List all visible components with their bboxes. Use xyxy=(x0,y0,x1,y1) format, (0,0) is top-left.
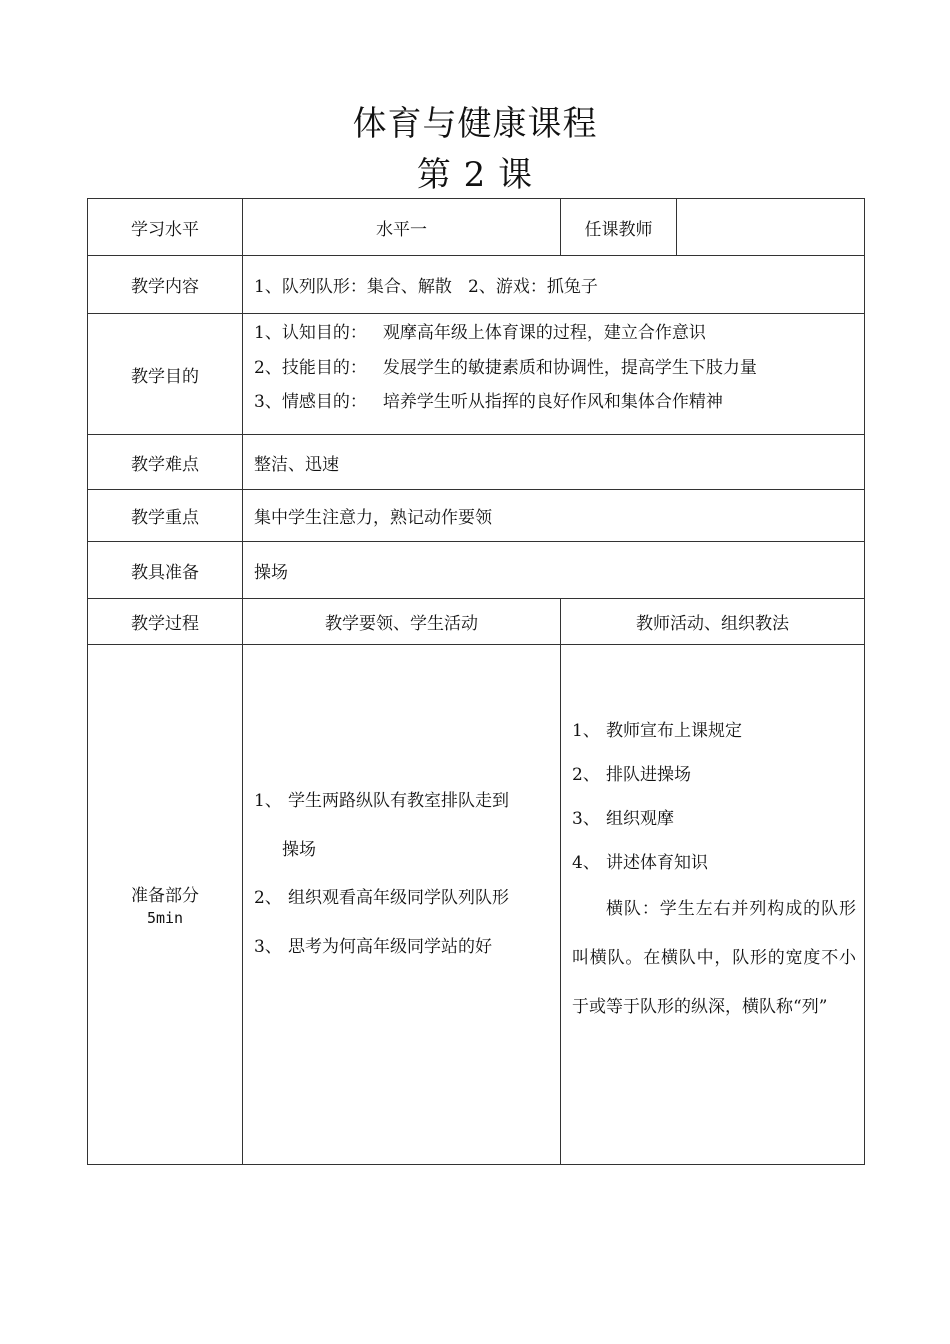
goal-prefix: 3、情感目的： xyxy=(254,392,367,412)
goal-item xyxy=(254,316,864,351)
item-text: 操场 xyxy=(282,839,316,860)
item-text: 教师宣布上课规定 xyxy=(606,721,742,741)
lesson-number: 第 2 课 xyxy=(416,155,534,195)
item-text: 学生两路纵队有教室排队走到 xyxy=(288,791,509,811)
content-label: 教学内容 xyxy=(88,256,243,314)
item-number: 4、 xyxy=(572,853,600,873)
process-label: 教学过程 xyxy=(88,599,243,645)
teacher-note: 横队：学生左右并列构成的队形叫横队。在横队中，队形的宽度不小于或等于队形的纵深，横队称“列” xyxy=(572,899,856,1017)
goal-text: 培养学生听从指挥的良好作风和集体合作精神 xyxy=(382,392,723,412)
teacher-column-header: 教师活动、组织教法 xyxy=(561,599,865,645)
goal-prefix: 2、技能目的： xyxy=(254,357,367,378)
teacher-value xyxy=(677,199,865,256)
goal-item xyxy=(254,351,864,386)
item-text: 组织观摩 xyxy=(606,809,674,829)
key-points-value: 集中学生注意力，熟记动作要领 xyxy=(243,490,865,542)
difficulty-label: 教学难点 xyxy=(88,435,243,490)
equipment-value: 操场 xyxy=(243,542,865,599)
content-row xyxy=(88,256,865,314)
student-activity-item xyxy=(254,923,552,972)
prep-section-cell xyxy=(88,645,243,1165)
teacher-activity-item xyxy=(572,753,856,797)
item-number: 1、 xyxy=(572,721,600,741)
goal-text: 发展学生的敏捷素质和协调性，提高学生下肢力量 xyxy=(382,357,757,378)
goal-prefix: 1、认知目的： xyxy=(254,323,367,343)
teacher-activity-item xyxy=(572,709,856,753)
equipment-row xyxy=(88,542,865,599)
teacher-label: 任课教师 xyxy=(561,199,677,256)
level-label: 学习水平 xyxy=(88,199,243,256)
item-text: 讲述体育知识 xyxy=(606,853,708,873)
goals-list xyxy=(243,314,865,435)
level-row xyxy=(88,199,865,256)
key-points-label: 教学重点 xyxy=(88,490,243,542)
prep-section-label: 准备部分 xyxy=(131,885,199,906)
item-text: 排队进操场 xyxy=(606,765,691,785)
process-header-row xyxy=(88,599,865,645)
item-number: 3、 xyxy=(254,936,282,957)
student-activity-item xyxy=(254,826,552,875)
difficulty-value: 整洁、迅速 xyxy=(243,435,865,490)
prep-section-duration: 5min xyxy=(146,908,184,927)
document-title: 体育与健康课程 xyxy=(352,104,598,144)
student-column-header: 教学要领、学生活动 xyxy=(243,599,561,645)
goals-label: 教学目的 xyxy=(88,314,243,435)
goal-item xyxy=(254,385,864,420)
item-number: 2、 xyxy=(572,765,600,785)
item-text: 组织观看高年级同学队列队形 xyxy=(288,888,509,908)
key-points-row xyxy=(88,490,865,542)
difficulty-row xyxy=(88,435,865,490)
item-number: 1、 xyxy=(254,791,282,811)
prep-section-row xyxy=(88,645,865,1165)
student-activity-item xyxy=(254,874,552,923)
goals-row xyxy=(88,314,865,435)
content-value: 1、队列队形：集合、解散 2、游戏：抓兔子 xyxy=(243,256,865,314)
goal-text: 观摩高年级上体育课的过程，建立合作意识 xyxy=(382,323,706,343)
item-number: 2、 xyxy=(254,888,282,908)
student-activities xyxy=(243,645,561,1165)
teacher-activities xyxy=(561,645,865,1165)
item-number: 3、 xyxy=(572,809,600,829)
lesson-plan-table xyxy=(87,198,865,1165)
equipment-label: 教具准备 xyxy=(88,542,243,599)
student-activity-item xyxy=(254,777,552,826)
item-text: 思考为何高年级同学站的好 xyxy=(288,936,492,957)
teacher-activity-item xyxy=(572,841,856,885)
level-value: 水平一 xyxy=(243,199,561,256)
teacher-activity-item xyxy=(572,797,856,841)
